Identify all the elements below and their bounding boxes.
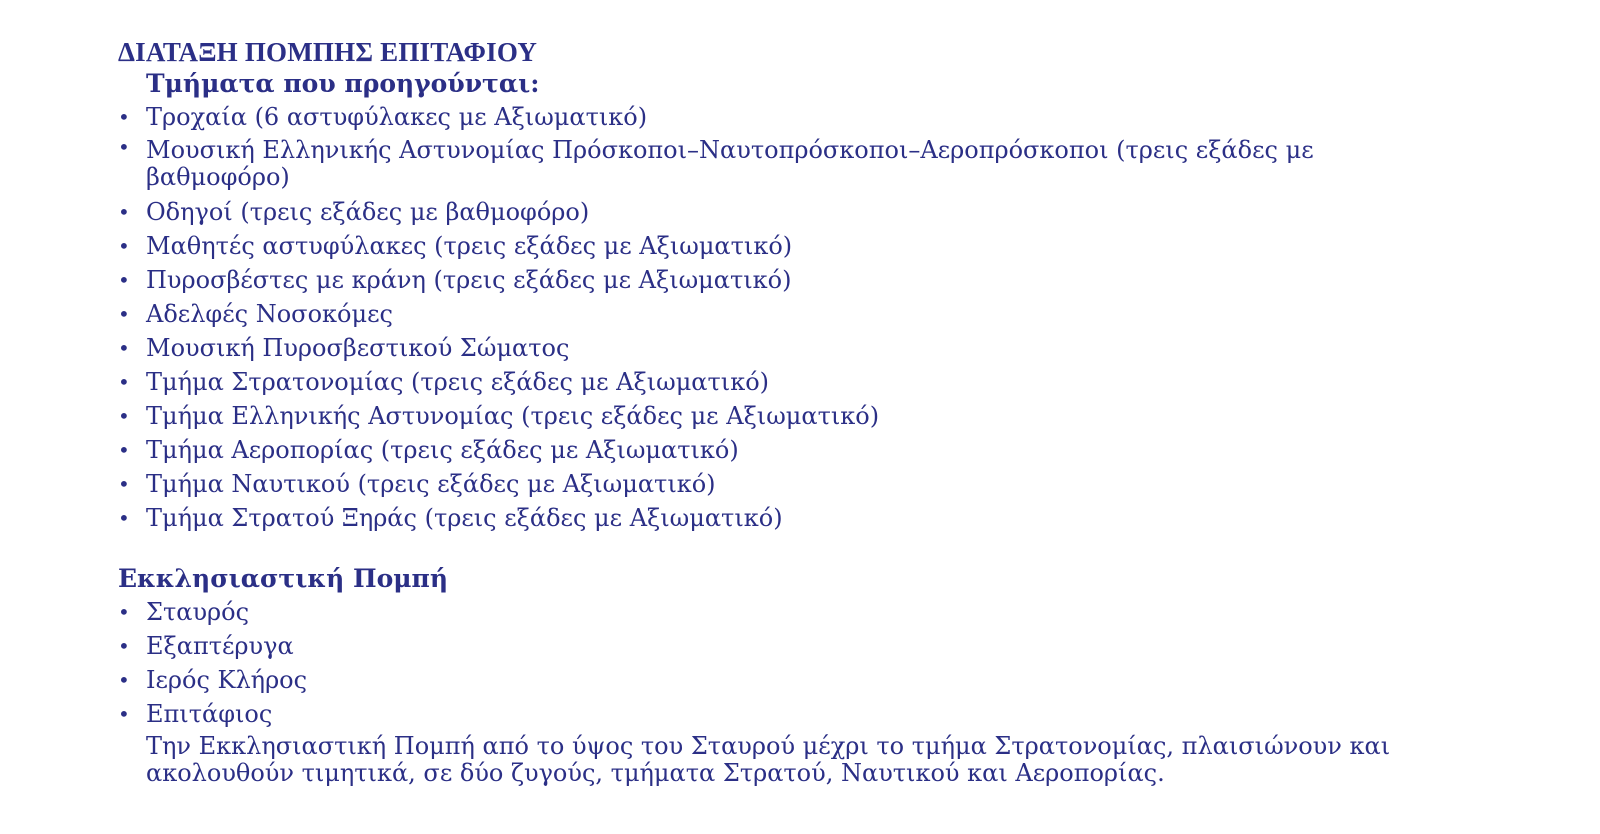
bullet-icon: • [118, 600, 130, 624]
bullet-icon: • [118, 702, 130, 726]
list-item-text: Τμήμα Αεροπορίας (τρεις εξάδες με Αξιωματικό) [146, 436, 739, 464]
list-item-text: Εξαπτέρυγα [146, 632, 294, 660]
list-item [118, 663, 1518, 697]
list-item-text: Τμήμα Στρατού Ξηράς (τρεις εξάδες με Αξιωματικό) [146, 504, 783, 532]
bullet-icon: • [118, 302, 130, 326]
list-item [118, 263, 1518, 297]
bullet-icon: • [118, 135, 130, 159]
list-item-text: Μαθητές αστυφύλακες (τρεις εξάδες με Αξιωματικό) [146, 232, 793, 260]
list-item-text: Τμήμα Ελληνικής Αστυνομίας (τρεις εξάδες με Αξιωματικό) [146, 402, 880, 430]
list-item-text: Οδηγοί (τρεις εξάδες με βαθμοφόρο) [146, 198, 590, 226]
church-procession-heading: Εκκλησιαστική Πομπή [118, 564, 449, 593]
list-item [118, 433, 1518, 467]
bullet-icon: • [118, 268, 130, 292]
bullet-icon: • [118, 105, 130, 129]
list-item [118, 134, 1386, 195]
list-item [118, 501, 1518, 535]
list-item [118, 467, 1518, 501]
list-item-text: Τροχαία (6 αστυφύλακες με Αξιωματικό) [146, 103, 648, 131]
document-page [118, 36, 1518, 787]
list-item [118, 629, 1518, 663]
list-item-text: Τμήμα Ναυτικού (τρεις εξάδες με Αξιωματικό) [146, 470, 716, 498]
list-item [118, 365, 1518, 399]
bullet-icon: • [118, 506, 130, 530]
procession-note: Την Εκκλησιαστική Πομπή από το ύψος του Σταυρού μέχρι το τμήμα Στρατονομίας, πλαισιώνουν και ακολουθούν τιμητικά, σε δύο ζυγούς, τμήματα Στρατού, Ναυτικού και Αεροπορίας. [146, 732, 1391, 787]
church-procession-list [118, 595, 1518, 731]
list-item-text: Αδελφές Νοσοκόμες [146, 300, 393, 328]
list-item-text: Πυροσβέστες με κράνη (τρεις εξάδες με Αξιωματικό) [146, 266, 792, 294]
list-item-text: Μουσική Πυροσβεστικού Σώματος [146, 334, 570, 362]
preceding-units-heading: Τμήματα που προηγούνται: [146, 69, 540, 98]
list-item [118, 100, 1518, 134]
bullet-icon: • [118, 370, 130, 394]
list-item [118, 399, 1518, 433]
list-item-text: Μουσική Ελληνικής Αστυνομίας Πρόσκοποι–Ναυτοπρόσκοποι–Αεροπρόσκοποι (τρεις εξάδες με βαθμοφόρο) [146, 136, 1314, 191]
list-item [118, 195, 1518, 229]
bullet-icon: • [118, 438, 130, 462]
list-item-text: Ιερός Κλήρος [146, 666, 308, 694]
section-spacer [118, 535, 1518, 563]
bullet-icon: • [118, 634, 130, 658]
bullet-icon: • [118, 234, 130, 258]
list-item [118, 297, 1518, 331]
list-item [118, 697, 1518, 731]
document-title: ΔΙΑΤΑΞΗ ΠΟΜΠΗΣ ΕΠΙΤΑΦΙΟΥ [118, 37, 538, 67]
list-item [118, 229, 1518, 263]
list-item-text: Σταυρός [146, 598, 250, 626]
bullet-icon: • [118, 200, 130, 224]
bullet-icon: • [118, 404, 130, 428]
list-item [118, 595, 1518, 629]
bullet-icon: • [118, 336, 130, 360]
bullet-icon: • [118, 668, 130, 692]
bullet-icon: • [118, 472, 130, 496]
preceding-units-list [118, 100, 1518, 535]
list-item-text: Επιτάφιος [146, 700, 273, 728]
list-item-text: Τμήμα Στρατονομίας (τρεις εξάδες με Αξιωματικό) [146, 368, 770, 396]
list-item [118, 331, 1518, 365]
